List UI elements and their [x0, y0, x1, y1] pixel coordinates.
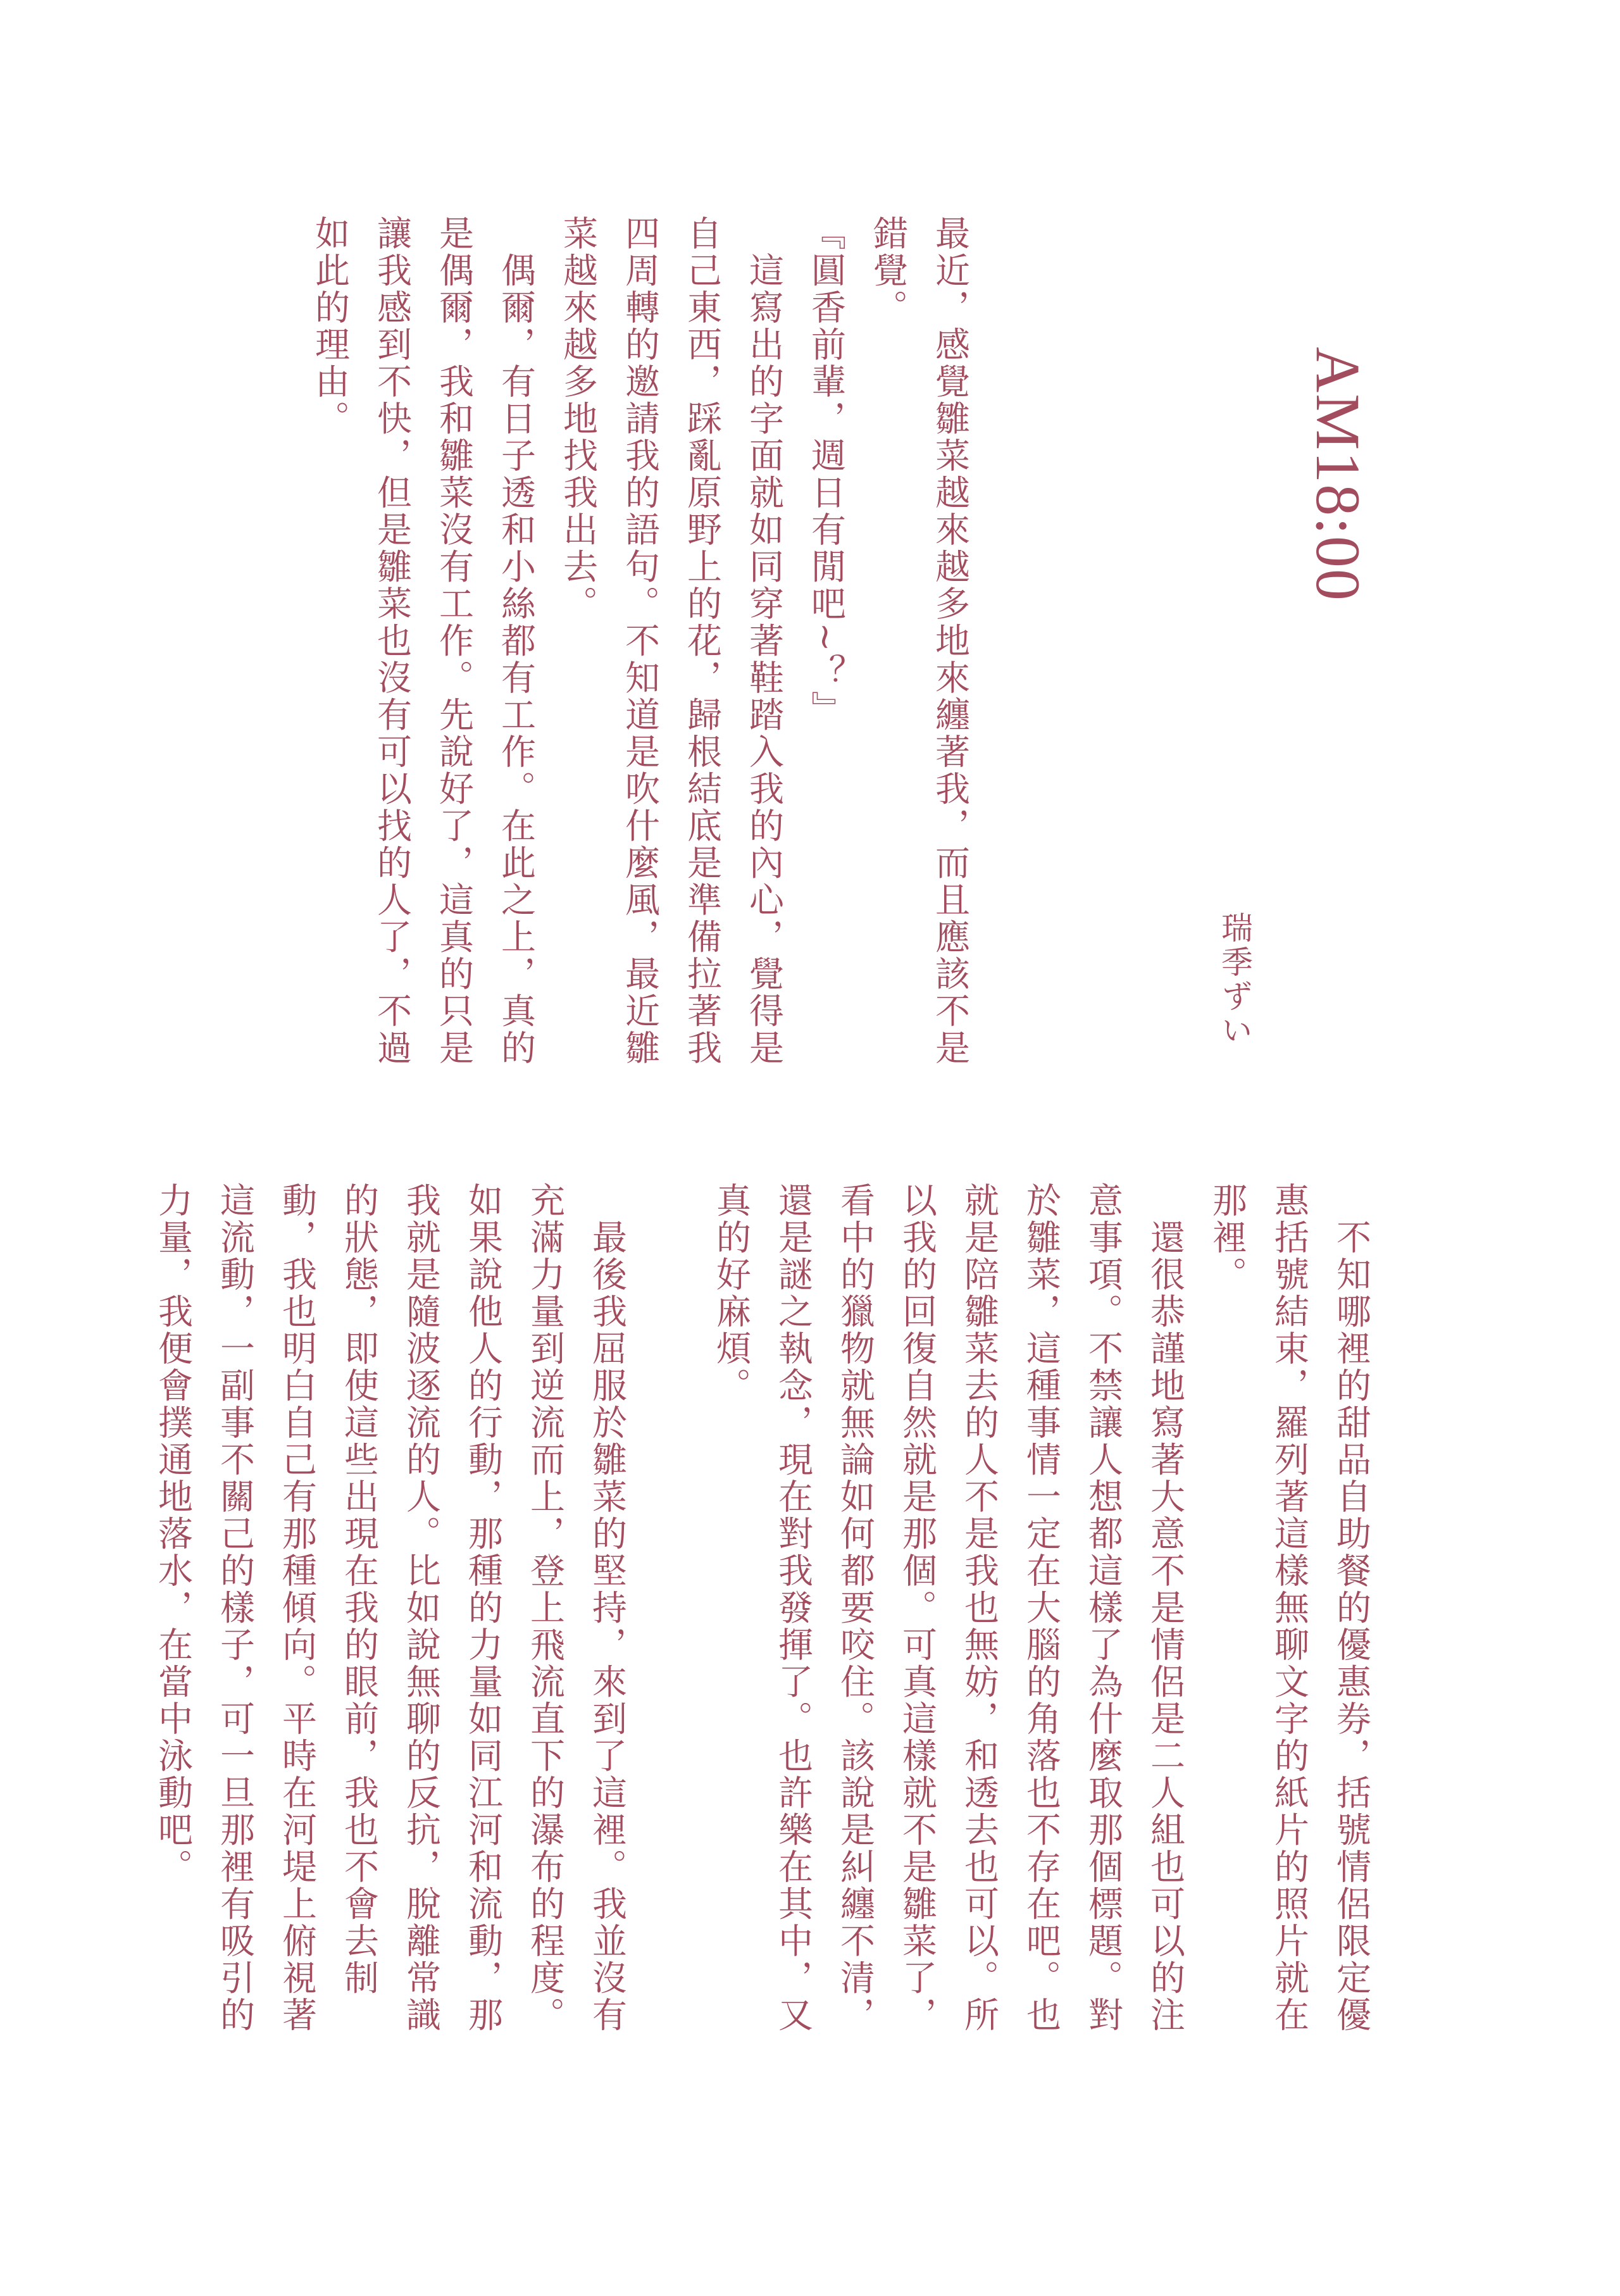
- body-text-top: 最近，感覺雛菜越來越多地來纏著我，而且應該不是錯覺。 『圓香前輩，週日有閒吧~？』 這寫出的字面就如同穿著鞋踏入我的內心，覺得是自己東西，踩亂原野上的花，歸根結底是準備拉著我四周轉的邀請我的語句。不知道是吹什麼風，最近雛菜越來越多地找我出去。 偶爾，有日子透和小絲都有工作。在此之上，真的是偶爾，我和雛菜沒有工作。先說好了，這真的只是讓我感到不快，但是雛菜也沒有可以找的人了，不過如此的理由。: [309, 215, 970, 1067]
- author-name: 瑞季ずい: [1216, 911, 1253, 1048]
- body-text-bottom: 不知哪裡的甜品自助餐的優惠券，括號情侶限定優惠括號結束，羅列著這樣無聊文字的紙片的照片就在那裡。 還很恭謹地寫著大意不是情侶是二人組也可以的注意事項。不禁讓人想都這樣了為什麼取那個標題。對於雛菜，這種事情一定在大腦的角落也不存在吧。也就是陪雛菜去的人不是我也無妨，和透去也可以。所以我的回復自然就是那個。可真這樣就不是雛菜了，看中的獵物就無論如何都要咬住。該說是糾纏不清，還是謎之執念，現在對我發揮了。也許樂在其中，又真的好麻煩。 最後我屈服於雛菜的堅持，來到了這裡。我並沒有充滿力量到逆流而上，登上飛流直下的瀑布的程度。如果說他人的行動，那種的力量如同江河和流動，那我就是隨波逐流的人。比如說無聊的反抗，脫離常識的狀態，即使這些出現在我的眼前，我也不會去制動，我也明白自己有那種傾向。平時在河堤上俯視著這流動，一副事不關己的樣子，可一旦那裡有吸引的力量，我便會撲通地落水，在當中泳動吧。: [153, 1182, 1371, 2034]
- chapter-title: AM18:00: [1303, 347, 1373, 602]
